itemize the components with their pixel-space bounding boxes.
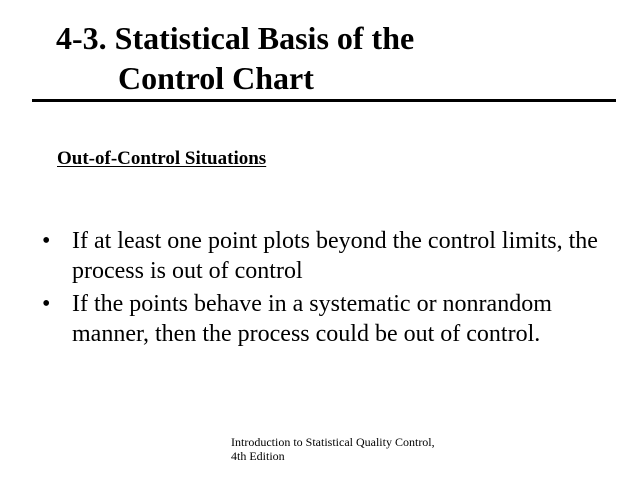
slide-title-line-1: 4-3. Statistical Basis of the <box>56 20 415 56</box>
slide-title <box>56 18 414 98</box>
footer-line-1: Introduction to Statistical Quality Control, <box>231 435 435 449</box>
bullet-marker-icon: • <box>42 291 51 317</box>
bullet-item-2 <box>42 289 602 349</box>
slide-title-line-2: Control Chart <box>118 60 314 96</box>
bullet-text: If the points behave in a systematic or nonrandom manner, then the process could be out of control. <box>72 291 552 347</box>
bullet-item-1 <box>42 226 602 286</box>
section-heading: Out-of-Control Situations <box>57 148 267 169</box>
bullet-marker-icon: • <box>42 228 51 254</box>
bullet-list <box>42 226 602 352</box>
title-divider <box>32 99 616 102</box>
slide-footer <box>231 435 491 463</box>
footer-line-2: 4th Edition <box>231 449 285 463</box>
bullet-text: If at least one point plots beyond the control limits, the process is out of control <box>72 228 598 284</box>
